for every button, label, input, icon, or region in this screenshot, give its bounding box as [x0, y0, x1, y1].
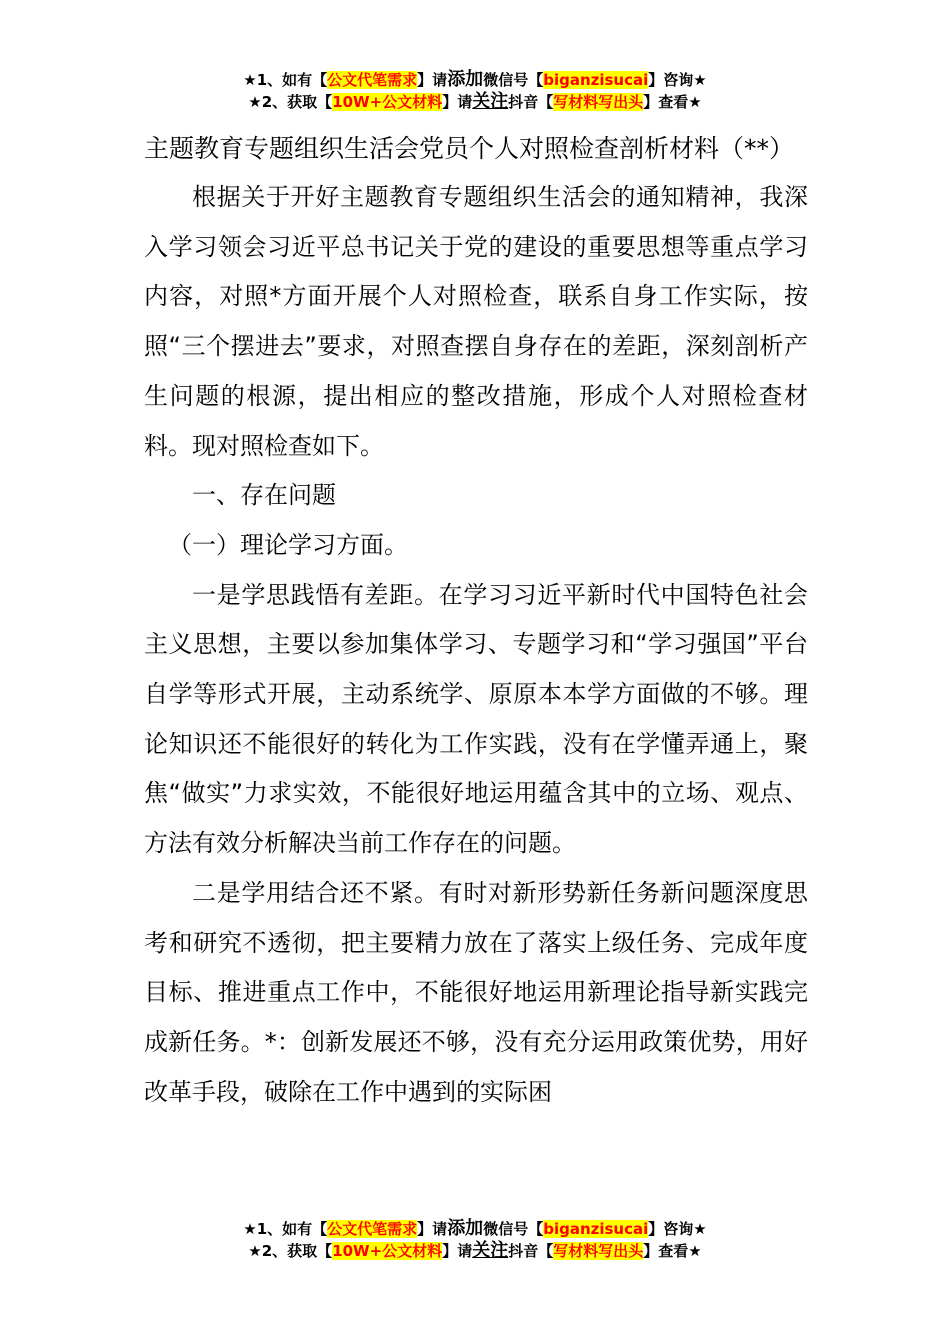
bottom-banner [0, 1218, 950, 1262]
banner-text: 】请 [442, 1242, 473, 1260]
section-heading: 一、存在问题 [192, 481, 336, 510]
document-body [144, 124, 808, 1117]
banner-line-2 [0, 91, 950, 113]
banner-line-1 [0, 1218, 950, 1240]
banner-text: 】请 [417, 71, 448, 89]
banner-emphasis: 关注 [472, 91, 509, 112]
banner-line-1 [0, 69, 950, 91]
banner-text: 微信号【 [483, 71, 544, 89]
point-paragraph-2: 二是学用结合还不紧。有时对新形势新任务新问题深度思考和研究不透彻，把主要精力放在了落实上级任务、完成年度目标、推进重点工作中，不能很好地运用新理论指导新实践完成新任务。*：创新发展还不够，没有充分运用政策优势，用好改革手段，破除在工作中遇到的实际困 [144, 878, 808, 1106]
top-banner [0, 69, 950, 113]
banner-text: ★1、如有【 [243, 1220, 328, 1238]
banner-text: 】咨询★ [648, 1220, 707, 1238]
banner-text: 】查看★ [643, 1242, 702, 1260]
banner-highlight: 10W+公文材料 [332, 1242, 443, 1260]
banner-highlight: 10W+公文材料 [332, 93, 443, 111]
point-paragraph-1: 一是学思践悟有差距。在学习习近平新时代中国特色社会主义思想，主要以参加集体学习、专题学习和“学习强国”平台自学等形式开展，主动系统学、原原本本学方面做的不够。理论知识还不能很好的转化为工作实践，没有在学懂弄通上，聚焦“做实”力求实效，不能很好地运用蕴含其中的立场、观点、方法有效分析解决当前工作存在的问题。 [144, 580, 808, 858]
banner-douyin-name: 写材料写出头 [553, 1242, 644, 1260]
subsection-heading: （一）理论学习方面。 [168, 530, 408, 559]
banner-line-2 [0, 1240, 950, 1262]
banner-wechat-id: biganzisucai [543, 71, 649, 89]
banner-text: ★1、如有【 [243, 71, 328, 89]
banner-text: 】咨询★ [648, 71, 707, 89]
banner-emphasis: 添加 [447, 1218, 484, 1239]
banner-text: 微信号【 [483, 1220, 544, 1238]
intro-paragraph: 根据关于开好主题教育专题组织生活会的通知精神，我深入学习领会习近平总书记关于党的建设的重要思想等重点学习内容，对照*方面开展个人对照检查，联系自身工作实际，按照“三个摆进去”要求，对照查摆自身存在的差距，深刻剖析产生问题的根源，提出相应的整改措施，形成个人对照检查材料。现对照检查如下。 [144, 183, 808, 460]
banner-text: ★2、获取【 [248, 93, 333, 111]
banner-douyin-name: 写材料写出头 [553, 93, 644, 111]
document-title: 主题教育专题组织生活会党员个人对照检查剖析材料（**） [144, 134, 795, 163]
banner-emphasis: 关注 [472, 1240, 509, 1261]
banner-text: 】请 [442, 93, 473, 111]
banner-text: 抖音【 [508, 93, 554, 111]
banner-wechat-id: biganzisucai [543, 1220, 649, 1238]
banner-text: 】请 [417, 1220, 448, 1238]
banner-text: ★2、获取【 [248, 1242, 333, 1260]
banner-text: 抖音【 [508, 1242, 554, 1260]
banner-highlight: 公文代笔需求 [327, 1220, 418, 1238]
banner-highlight: 公文代笔需求 [327, 71, 418, 89]
banner-emphasis: 添加 [447, 69, 484, 90]
banner-text: 】查看★ [643, 93, 702, 111]
